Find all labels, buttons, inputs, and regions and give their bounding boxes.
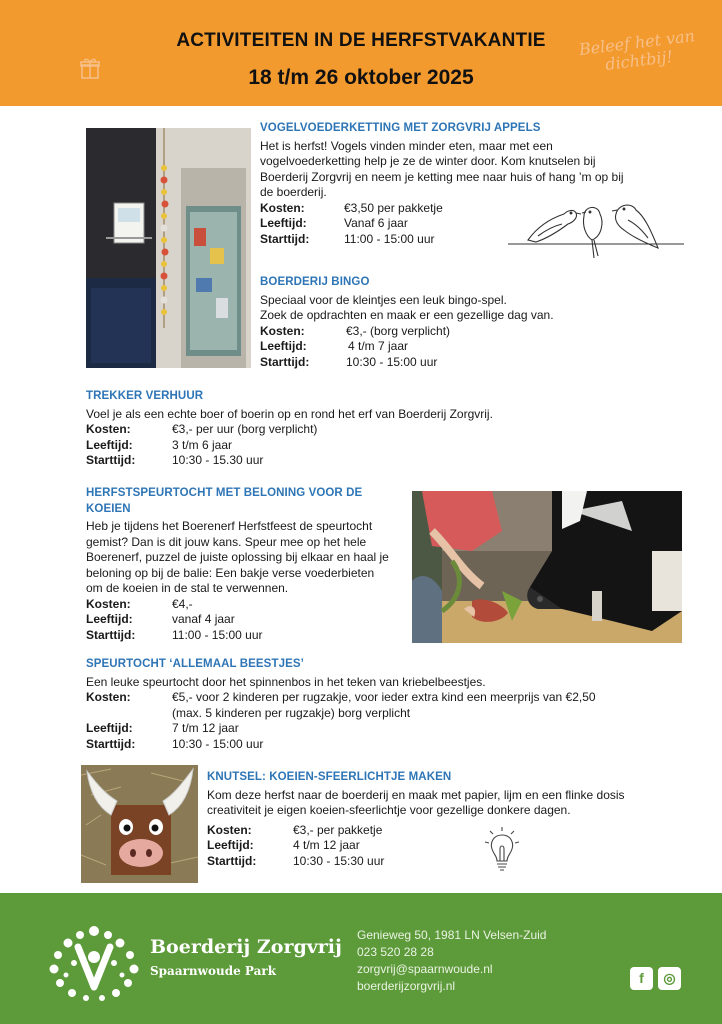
info-row-starttijd [86, 628, 406, 644]
info-label: Starttijd: [86, 627, 136, 642]
info-label: Leeftijd: [86, 612, 133, 626]
page-title: ACTIVITEITEN IN DE HERFSTVAKANTIE [176, 30, 546, 51]
description-line: om de koeien in de stal te verwennen. [86, 581, 289, 595]
info-row-starttijd [86, 737, 686, 753]
info-value: €3,50 per pakketje [344, 200, 443, 215]
info-label: Kosten: [260, 200, 305, 215]
info-row-kosten [86, 690, 686, 721]
section-allemaal-beestjes [86, 657, 686, 752]
birds-illustration [508, 196, 684, 268]
info-label: Kosten: [260, 323, 305, 338]
info-row-kosten [207, 823, 687, 839]
description-line: Zoek de opdrachten en maak er een gezellige dag van. [260, 308, 554, 322]
info-value: 10:30 - 15.30 uur [172, 453, 264, 467]
description-line: Het is herfst! Vogels vinden minder eten, maar met een [260, 138, 553, 153]
description-line: Kom deze herfst naar de boerderij en maak met papier, lijm en een flinke dosis [207, 787, 625, 802]
section-title: BOERDERIJ BINGO [260, 276, 370, 288]
info-label: Kosten: [86, 596, 131, 611]
info-value: 4 t/m 12 jaar [293, 838, 360, 852]
info-value: (max. 5 kinderen per rugzakje) borg verplicht [172, 705, 411, 720]
description-line: Boerderij Zorgvrij en neem je ketting mee naar huis of hang ’m op bij [260, 169, 624, 184]
info-label: Leeftijd: [86, 721, 133, 735]
header-banner [0, 0, 722, 106]
info-row-leeftijd [86, 721, 686, 737]
info-label: Leeftijd: [207, 838, 254, 852]
info-value: 10:30 - 15:00 uur [172, 736, 264, 751]
info-label: Kosten: [86, 422, 131, 436]
section-herfstspeurtocht [86, 486, 406, 643]
brand-name: Boerderij Zorgvrij [150, 936, 342, 958]
contact-info [357, 927, 546, 995]
info-value: €5,- voor 2 kinderen per rugzakje, voor ieder extra kind een meerprijs van €2,50 [172, 690, 596, 704]
description-line: Speciaal voor de kleintjes een leuk bingo-spel. [260, 292, 507, 307]
info-value: 3 t/m 6 jaar [172, 437, 233, 452]
info-row-kosten [86, 597, 406, 613]
info-label: Starttijd: [86, 736, 136, 751]
description-line: Voel je als een echte boer of boerin op en rond het erf van Boerderij Zorgvrij. [86, 406, 493, 421]
photo-cow-lantern [81, 765, 198, 883]
description-line: vogelvoederketting help je ze de winter door. Kom knutselen bij [260, 154, 596, 168]
info-label: Leeftijd: [86, 437, 133, 452]
info-row-starttijd [207, 854, 687, 870]
info-value: €3,- (borg verplicht) [346, 323, 451, 338]
description-line: Boerenerf, puzzel de juiste oplossing bij elkaar en haal je [86, 550, 389, 564]
section-trekker-verhuur [86, 389, 686, 469]
info-value: Vanaf 6 jaar [344, 216, 408, 230]
info-value: 4 t/m 7 jaar [348, 339, 409, 353]
lightbulb-icon [484, 825, 520, 873]
info-value: €3,- per pakketje [293, 822, 383, 837]
logo-icon [46, 923, 142, 1001]
info-row-kosten [260, 324, 680, 340]
instagram-icon[interactable]: ◎ [658, 967, 681, 990]
section-title: VOGELVOEDERKETTING MET ZORGVRIJ APPELS [260, 122, 541, 134]
section-title: KNUTSEL: KOEIEN-SFEERLICHTJE MAKEN [207, 771, 452, 783]
info-label: Kosten: [86, 690, 131, 704]
info-value: 10:30 - 15:30 uur [293, 853, 385, 868]
info-label: Starttijd: [260, 354, 310, 369]
description-line: de boerderij. [260, 185, 327, 199]
brand-subtitle: Spaarnwoude Park [150, 964, 277, 978]
address: Genieweg 50, 1981 LN Velsen-Zuid [357, 928, 547, 942]
section-title: HERFSTSPEURTOCHT MET BELONING VOOR DE KOEIEN [86, 487, 363, 515]
photo-feeding-cows [412, 491, 682, 643]
info-value: 7 t/m 12 jaar [172, 721, 239, 735]
info-label: Starttijd: [207, 853, 257, 868]
description-line: Heb je tijdens het Boerenerf Herfstfeest de speurtocht [86, 519, 373, 533]
info-label: Starttijd: [86, 453, 136, 467]
section-knutsel [207, 770, 687, 869]
phone: 023 520 28 28 [357, 945, 434, 959]
description-line: Een leuke speurtocht door het spinnenbos in het teken van kriebelbeestjes. [86, 674, 486, 689]
event-date: 18 t/m 26 oktober 2025 [248, 66, 474, 89]
section-title: SPEURTOCHT ‘ALLEMAAL BEESTJES’ [86, 658, 304, 670]
slogan: Beleef het van dichtbij! [577, 26, 696, 74]
info-label: Leeftijd: [260, 339, 307, 353]
website-link[interactable]: boerderijzorgvrij.nl [357, 979, 456, 993]
info-row-leeftijd [207, 838, 687, 854]
facebook-icon[interactable]: f [630, 967, 653, 990]
info-row-leeftijd [86, 612, 406, 628]
info-value: 11:00 - 15:00 uur [344, 231, 435, 246]
info-label: Leeftijd: [260, 216, 307, 230]
info-row-leeftijd [86, 438, 686, 454]
info-value: €3,- per uur (borg verplicht) [172, 422, 318, 436]
info-row-starttijd [260, 355, 680, 371]
footer [0, 893, 722, 1024]
info-value: 11:00 - 15:00 uur [172, 627, 263, 642]
description-line: gemist? Dan is dit jouw kans. Speur mee op het hele [86, 534, 367, 549]
section-title: TREKKER VERHUUR [86, 390, 204, 402]
info-value: vanaf 4 jaar [172, 612, 235, 626]
info-row-kosten [86, 422, 686, 438]
description-line: beloning op bij de balie: Een bakje verse voederbieten [86, 565, 375, 580]
photo-bird-feeder-chain [86, 128, 251, 368]
info-label: Starttijd: [260, 231, 310, 246]
info-label: Kosten: [207, 822, 252, 837]
section-boerderij-bingo [260, 275, 680, 370]
info-value: 10:30 - 15:00 uur [346, 354, 438, 369]
info-row-starttijd [86, 453, 686, 469]
info-row-leeftijd [260, 339, 680, 355]
description-line: creativiteit je eigen koeien-sfeerlichtje voor gezellige donkere dagen. [207, 803, 571, 817]
info-value: €4,- [172, 596, 193, 611]
email-link[interactable]: zorgvrij@spaarnwoude.nl [357, 962, 493, 976]
